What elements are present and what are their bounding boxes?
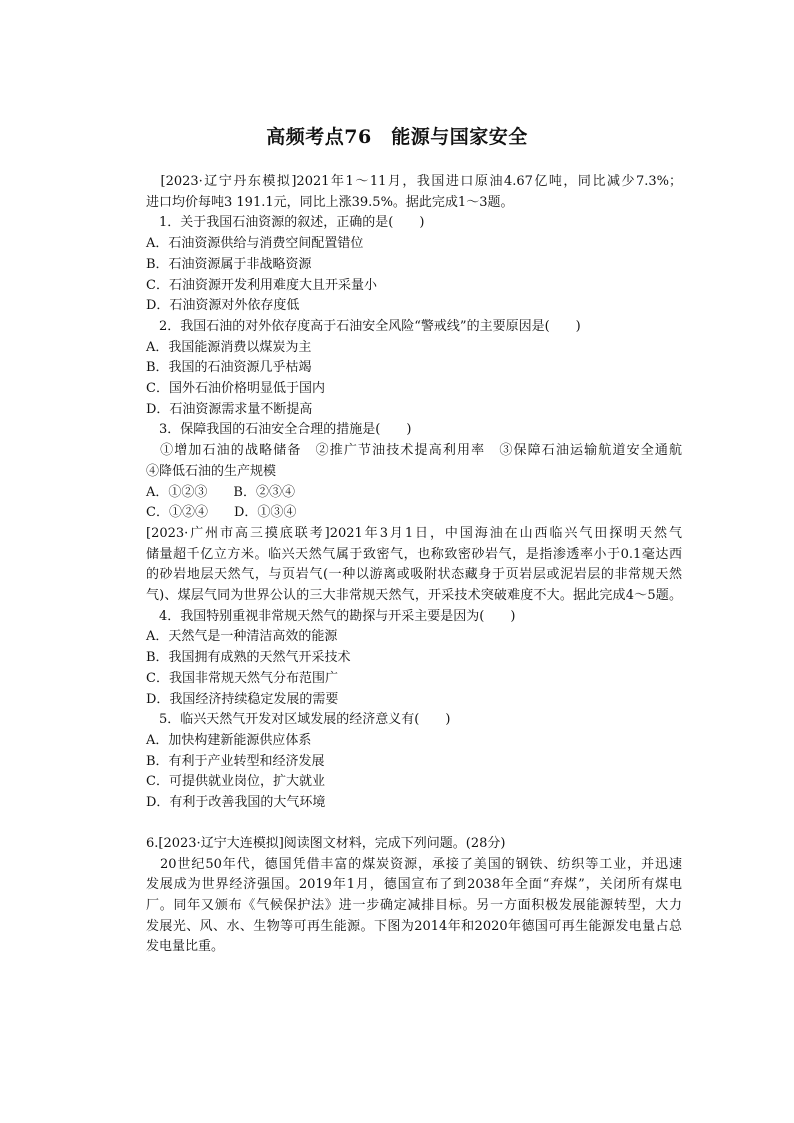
question-3-statements: ①增加石油的战略储备 ②推广节油技术提高利用率 ③保障石油运输航道安全通航 bbox=[146, 443, 682, 459]
question-3-statements: ④降低石油的生产规模 bbox=[146, 463, 277, 479]
page-title: 高频考点76 能源与国家安全 bbox=[266, 126, 528, 148]
passage-line: 气)、煤层气同为世界公认的三大非常规天然气，开采技术突破难度不大。据此完成4～5题。 bbox=[146, 588, 682, 604]
option-a: A．我国能源消费以煤炭为主 bbox=[146, 339, 312, 355]
section-gap bbox=[146, 814, 682, 834]
passage-line: 20世纪50年代，德国凭借丰富的煤炭资源，承接了美国的钢铁、纺织等工业，并迅速 bbox=[146, 856, 682, 872]
option-d: D．有利于改善我国的大气环境 bbox=[146, 795, 326, 811]
option-d: D．石油资源需求量不断提高 bbox=[146, 401, 313, 417]
document-body bbox=[146, 172, 682, 958]
passage-line: [2023·广州市高三摸底联考]2021年3月1日，中国海油在山西临兴气田探明天然气 bbox=[146, 525, 682, 541]
option-a: A．石油资源供给与消费空间配置错位 bbox=[146, 236, 364, 252]
option-d: D．石油资源对外依存度低 bbox=[146, 298, 300, 314]
option-b: B．我国的石油资源几乎枯竭 bbox=[146, 360, 312, 376]
question-5: 5．临兴天然气开发对区域发展的经济意义有( ) bbox=[146, 712, 451, 728]
option-c: C．可提供就业岗位，扩大就业 bbox=[146, 774, 325, 790]
option-b: B．我国拥有成熟的天然气开采技术 bbox=[146, 650, 351, 666]
option-c: C．石油资源开发利用难度大且开采量小 bbox=[146, 277, 377, 293]
passage-line: 发展成为世界经济强国。2019年1月，德国宣布了到2038年全面“弃煤”，关闭所有煤电 bbox=[146, 877, 682, 893]
option-ab: A．①②③ B．②③④ bbox=[146, 484, 295, 500]
passage-line: 储量超千亿立方米。临兴天然气属于致密气，也称致密砂岩气，是指渗透率小于0.1毫达西 bbox=[146, 546, 682, 562]
question-6: 6.[2023·辽宁大连模拟]阅读图文材料，完成下列问题。(28分) bbox=[146, 835, 506, 851]
option-a: A．天然气是一种清洁高效的能源 bbox=[146, 629, 338, 645]
passage-line: 进口均价每吨3 191.1元，同比上涨39.5%。据此完成1～3题。 bbox=[146, 194, 514, 210]
option-b: B．石油资源属于非战略资源 bbox=[146, 256, 312, 272]
question-3: 3．保障我国的石油安全合理的措施是( ) bbox=[146, 422, 412, 438]
question-1: 1．关于我国石油资源的叙述，正确的是( ) bbox=[146, 215, 425, 231]
option-c: C．国外石油价格明显低于国内 bbox=[146, 381, 325, 397]
passage-line: 发展光、风、水、生物等可再生能源。下图为2014年和2020年德国可再生能源发电量占总 bbox=[146, 918, 682, 934]
option-c: C．我国非常规天然气分布范围广 bbox=[146, 670, 338, 686]
option-d: D．我国经济持续稳定发展的需要 bbox=[146, 691, 339, 707]
question-2: 2．我国石油的对外依存度高于石油安全风险“警戒线”的主要原因是( ) bbox=[146, 318, 581, 334]
option-cd: C．①②④ D．①③④ bbox=[146, 505, 297, 521]
passage-line: 发电量比重。 bbox=[146, 939, 225, 955]
passage-line: [2023·辽宁丹东模拟]2021年1～11月，我国进口原油4.67亿吨，同比减少7.3%； bbox=[146, 174, 682, 189]
question-4: 4．我国特别重视非常规天然气的勘探与开采主要是因为( ) bbox=[146, 608, 516, 624]
passage-line: 厂。同年又颁布《气候保护法》进一步确定减排目标。另一方面积极发展能源转型，大力 bbox=[146, 897, 682, 913]
option-a: A．加快构建新能源供应体系 bbox=[146, 732, 312, 748]
passage-line: 的砂岩地层天然气，与页岩气(一种以游离或吸附状态藏身于页岩层或泥岩层的非常规天然 bbox=[146, 567, 682, 583]
option-b: B．有利于产业转型和经济发展 bbox=[146, 753, 325, 769]
